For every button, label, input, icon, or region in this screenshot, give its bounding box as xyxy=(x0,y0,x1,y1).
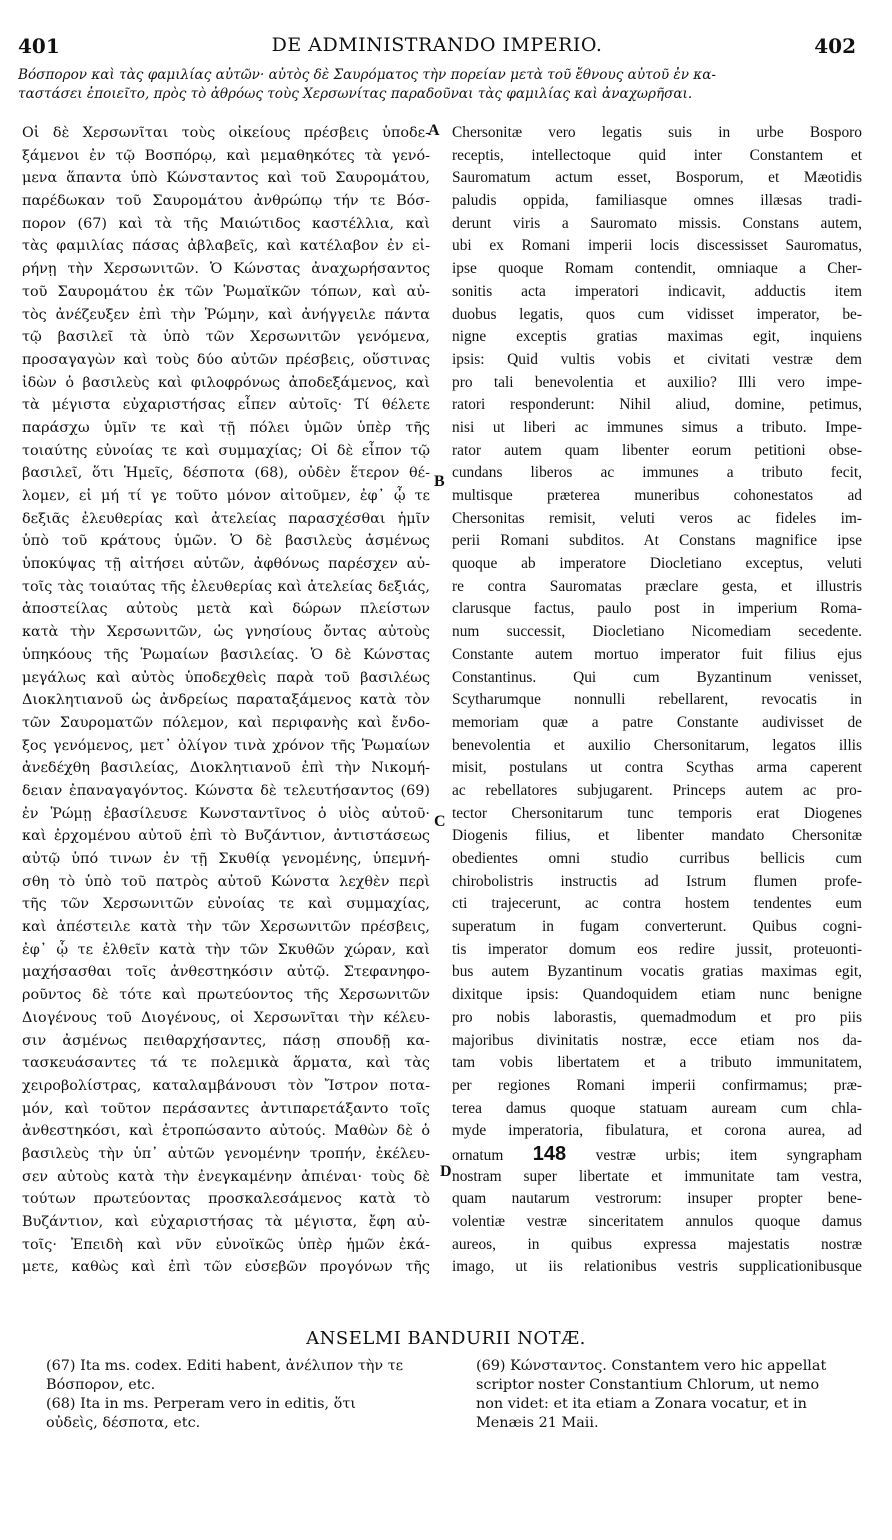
greek-text-line: ρήνῃ τὴν Χερσωνιτῶν. Ὁ Κώνστας ἀναχωρήσαντος xyxy=(22,261,430,278)
note-line: (67) Ita ms. codex. Editi habent, ἀνέλιπον τὴν τε xyxy=(46,1358,404,1374)
greek-text-line: σθη τὸ ὑπὸ τοῦ πατρὸς αὐτοῦ Κώνστα λεχθὲν περὶ xyxy=(22,873,430,890)
greek-text-line: παράσχω ὑμῖν τε καὶ τῇ πόλει ὑμῶν ὑπὲρ τῆς xyxy=(22,419,430,436)
greek-text-line: καὶ ἐρχομένου αὐτοῦ ἐπὶ τὸ Βυζάντιον, ἀντιστάσεως xyxy=(22,828,430,845)
latin-text-line: majoribus divinitatis nostræ, ecce etiam nos da- xyxy=(452,1031,862,1049)
greek-text-line: τὰς φαμιλίας πάσας ἀβλαβεῖς, καὶ κατέλαβον ἐν εἰ- xyxy=(22,238,430,255)
latin-text-line: volentiæ vestræ sinceritatem annulos quoque damus xyxy=(452,1213,862,1230)
latin-text-line: quam nautarum vestrorum: insuper propter bene- xyxy=(452,1190,862,1208)
section-marker-c: C xyxy=(434,813,446,830)
latin-text-line: tis imperator domum eos redire jussit, proteuonti- xyxy=(452,940,862,958)
latin-text-line: tam vobis libertatem et a tributo immunitatem, xyxy=(452,1054,862,1072)
greek-text-line: δειαν ἐπαναγαγόντος. Κώνστα δὲ τελευτήσαντος (69) xyxy=(22,782,430,799)
greek-text-line: ἀνθεστηκόσι, καὶ ἐτροπώσαντο αὐτούς. Μαθὼν δὲ ὁ xyxy=(22,1123,430,1140)
greek-text-line: ἐν Ῥώμῃ ἐβασίλευσε Κωνσταντῖνος ὁ υἱὸς αὐτοῦ· xyxy=(22,805,430,822)
note-line: non videt: et ita etiam a Zonara vocatur, et in xyxy=(476,1396,807,1412)
greek-text-line: ξάμενοι ἐν τῷ Βοσπόρῳ, καὶ μεμαθηκότες τὰ γενό- xyxy=(22,147,430,164)
section-marker-b: B xyxy=(434,473,445,490)
latin-text-line: re contra Sauromatas præclare gesta, et illustris xyxy=(452,577,862,595)
notes-heading: ANSELMI BANDURII NOTÆ. xyxy=(306,1328,586,1349)
greek-text-line: σιν ἀσμένως πειθαρχήσαντες, πάσῃ σπουδῇ κα- xyxy=(22,1032,430,1049)
latin-text-line: Chersonitæ vero legatis suis in urbe Bosporo xyxy=(452,124,862,141)
latin-text-line: memoriam quæ a patre Constante audivisset de xyxy=(452,713,862,731)
original-page-number: 148 xyxy=(532,1142,567,1165)
greek-text-line: παρέδωκαν τοῦ Σαυρομάτου ἀνθρώπῳ τήν τε Βόσ- xyxy=(22,193,430,210)
latin-text-line: pro nobis laborastis, quemadmodum et pro piis xyxy=(452,1008,862,1026)
latin-text-line: bus autem Byzantinum vocatis gratias maximas egit, xyxy=(452,963,862,981)
greek-text-line: τασκευάσαντες τά τε πολεμικὰ ἅρματα, καὶ τὰς xyxy=(22,1055,430,1072)
latin-text-line: nigne exceptis gratias maximas egit, inquiens xyxy=(452,328,862,346)
section-marker-d: D xyxy=(440,1163,452,1180)
latin-text-line: per regiones Romani imperii confirmamus; præ- xyxy=(452,1076,862,1094)
greek-text-line: ἀνεδέχθη βασιλείας, Διοκλητιανοῦ ἐπὶ τὴν Νικομή- xyxy=(22,760,430,777)
intro-paragraph xyxy=(18,66,856,104)
greek-text-line: Οἱ δὲ Χερσωνῖται τοὺς οἰκείους πρέσβεις ὑποδε- xyxy=(22,125,430,141)
latin-text-line: paludis oppida, familiasque omnes illæsas tradi- xyxy=(452,192,862,210)
latin-text-line: Chersonitas remisit, veluti veros ac fideles im- xyxy=(452,509,862,527)
latin-text-line: imago, ut iis relationibus vestris supplicationibusque xyxy=(452,1258,862,1276)
latin-line-prefix: ornatum xyxy=(452,1146,533,1164)
greek-text-line: κατὰ τὴν Χερσωνιτῶν, ὡς γνησίους ὄντας αὐτοὺς xyxy=(22,624,430,641)
greek-text-line: μόν, καὶ τοῦτον περάσαντες ἀντιπαρετάξαντο τοῖς xyxy=(22,1100,430,1117)
intro-line: Βόσπορον καὶ τὰς φαμιλίας αὐτῶν· αὐτὸς δὲ Σαυρόματος τὴν πορείαν μετὰ τοῦ ἔθνους αὐτοῦ ἐν κα- xyxy=(18,67,716,83)
latin-text-line: Constante autem mortuo imperator fuit filius ejus xyxy=(452,645,862,663)
notes-right-column xyxy=(476,1357,866,1433)
latin-text-line: obedientes omni studio curribus bellicis cum xyxy=(452,850,862,867)
latin-text-line: dixitque ipsis: Quandoquidem etiam nunc benigne xyxy=(452,986,862,1004)
latin-text-column xyxy=(452,122,862,1279)
latin-text-line: chirobolistris instructis ad Istrum flumen profe- xyxy=(452,872,862,890)
greek-text-line: τοιαύτης εὐνοίας τε καὶ συμμαχίας; Οἱ δὲ εἶπον τῷ xyxy=(22,442,430,459)
greek-text-line: αὐτῷ ὑπό τινων ἐν τῇ Σκυθίᾳ γενομένης, ὑπεμνή- xyxy=(22,851,430,867)
greek-text-line: βασιλεὺς τὴν ὑπ᾽ αὐτῶν γενομένην τροπήν, ἐκέλευ- xyxy=(22,1145,430,1162)
greek-text-line: τοῖς τὰς τοιαύτας τῆς ἐλευθερίας καὶ ἀτελείας δεξιάς, xyxy=(22,578,430,595)
latin-text-line: quoque ab imperatore Diocletiano exceptus, veluti xyxy=(452,555,862,573)
latin-text-line: Diogenis filius, et libenter mandato Chersonitæ xyxy=(452,827,862,845)
greek-text-line: Διογένους τοῦ Διογένους, οἱ Χερσωνῖται τὴν κέλευ- xyxy=(22,1009,430,1026)
latin-text-line: misit, postulans ut contra Scythas arma caperent xyxy=(452,759,862,777)
latin-text-line: duobus legatis, quos cum vidisset imperator, be- xyxy=(452,305,862,323)
latin-text-line: Sauromatum actum esset, Bosporum, et Mæotidis xyxy=(452,169,862,187)
greek-text-line: προσαγαγὼν καὶ τοὺς δύο αὐτῶν πρέσβεις, οὕστινας xyxy=(22,351,430,368)
greek-text-line: μαχήσασθαι τοῖς ἀνθεστηκόσιν αὐτῷ. Στεφανηφο- xyxy=(22,964,430,981)
notes-left-column xyxy=(46,1357,446,1433)
greek-text-line: τῷ βασιλεῖ τὰ ὑπὸ τῶν Χερσωνιτῶν γενόμενα, xyxy=(22,329,430,346)
greek-text-line: χειροβολίστρας, καταλαμβάνουσι τὸν Ἴστρον ποτα- xyxy=(22,1077,430,1094)
greek-text-line: τοῦ Σαυρομάτου ἐκ τῶν Ῥωμαϊκῶν τόπων, καὶ αὐ- xyxy=(22,283,430,300)
greek-text-line: τὰ μέγιστα εὐχαριστήσας εἶπεν αὐτοῖς· Τί θέλετε xyxy=(22,397,430,414)
greek-text-line: δεξιᾶς ἐλευθερίας καὶ ἀτελείας παρασχέσθαι ἡμῖν xyxy=(22,510,430,527)
greek-text-line: μεγάλως καὶ αὐτὸς ὑποδεχθεὶς παρὰ τοῦ βασιλέως xyxy=(22,669,430,686)
greek-text-line: ἀποστείλας αὐτοὺς μετὰ καὶ δώρων πλείστων xyxy=(22,601,430,618)
greek-text-line: τοῖς· Ἐπειδὴ καὶ νῦν εὐνοϊκῶς ὑπὲρ ἡμῶν ἐκά- xyxy=(22,1236,430,1253)
greek-text-line: μενα ἅπαντα ὑπὸ Κώνσταντος καὶ τοῦ Σαυρομάτου, xyxy=(22,170,430,187)
greek-text-line: σεν αὐτοὺς κατὰ τὴν ἐνεγκαμένην ἀπιέναι· τοὺς δὲ xyxy=(22,1168,430,1185)
greek-text-line: τῶν Σαυροματῶν πόλεμον, καὶ περιφανὴς καὶ ἔνδο- xyxy=(22,714,430,731)
page-number-left: 401 xyxy=(18,34,60,58)
latin-text-line: ubi ex Romani imperii locis discessisset Sauromatus, xyxy=(452,237,862,255)
greek-text-line: βασιλεῖ, ὅτι Ἡμεῖς, δέσποτα (68), οὐδὲν ἕτερον θέ- xyxy=(22,465,430,482)
greek-text-line: λομεν, εἰ μή τί γε τοῦτο μόνον αἰτοῦμεν, ἐφ᾽ ᾧ τε xyxy=(22,488,430,504)
note-line: Βόσπορον, etc. xyxy=(46,1377,156,1393)
greek-text-column xyxy=(22,122,430,1279)
latin-text-line: ratori responderunt: Nihil aliud, domine, petimus, xyxy=(452,396,862,414)
greek-text-line: ὑποκύψας τῇ αἰτήσει αὐτῶν, ἀφθόνως παρέσχεν αὐ- xyxy=(22,556,430,573)
latin-text-line: derunt viris a Sauromato missis. Constans autem, xyxy=(452,214,862,232)
latin-text-line-numbered xyxy=(452,1143,862,1166)
latin-text-line: nisi ut liberi ac immunes simus a tributo. Impe- xyxy=(452,418,862,436)
greek-text-line: ὑπηκόους τῆς Ῥωμαίων βασιλείας. Ὁ δὲ Κώνστας xyxy=(22,646,430,663)
greek-text-line: Βυζάντιον, καὶ εὐχαριστήσας τὰ μέγιστα, ἔφη αὐ- xyxy=(22,1214,430,1230)
greek-text-line: ξος γενόμενος, μετ᾽ ὀλίγον τινὰ χρόνον τῆς Ῥωμαίων xyxy=(22,737,430,754)
greek-text-line: τῆς τῶν Χερσωνιτῶν εὐνοίας τε καὶ συμμαχίας, xyxy=(22,896,430,913)
greek-text-line: Διοκλητιανοῦ ὡς ἀνδρείως παραταξάμενος κατὰ τὸν xyxy=(22,692,430,709)
page-header xyxy=(18,34,856,60)
page-number-right: 402 xyxy=(814,34,856,58)
note-line: οὐδεὶς, δέσποτα, etc. xyxy=(46,1415,201,1431)
latin-text-line: Constantinus. Qui cum Byzantinum venisset, xyxy=(452,668,862,686)
latin-text-line: superatum in fugam converterunt. Quibus cogni- xyxy=(452,918,862,936)
latin-text-line: perii Romani subditos. At Constans magnifice ipse xyxy=(452,532,862,550)
latin-text-line: clarusque factus, paulo post in imperium Roma- xyxy=(452,600,862,618)
intro-line: ταστάσει ἐποιεῖτο, πρὸς τὸ ἀθρόως τοὺς Χερσωνίτας παραδοῦναι τὰς φαμιλίας καὶ ἀναχωρῆσαι. xyxy=(18,86,693,102)
latin-text-line: multisque præterea muneribus cohonestatos ad xyxy=(452,487,862,504)
latin-text-line: sonitis acta imperatori indicavit, adductis item xyxy=(452,282,862,300)
note-line: Menæis 21 Maii. xyxy=(476,1415,599,1431)
latin-text-line: terea damus quoque statuam auream cum chla- xyxy=(452,1099,862,1117)
note-line: scriptor noster Constantium Chlorum, ut nemo xyxy=(476,1377,820,1393)
latin-text-line: num successit, Diocletiano Nicomediam secedente. xyxy=(452,623,862,641)
section-marker-a: A xyxy=(428,122,440,139)
greek-text-line: ροῦντος δὲ τότε καὶ πρωτεύοντος τῆς Χερσωνιτῶν xyxy=(22,987,430,1004)
greek-text-line: πορον (67) καὶ τὰ τῆς Μαιώτιδος καστέλλια, καὶ xyxy=(22,215,430,232)
latin-text-line: aureos, in quibus expressa majestatis nostræ xyxy=(452,1235,862,1253)
latin-text-line: receptis, intellectoque quid inter Constantem et xyxy=(452,146,862,164)
greek-text-line: καὶ ἀπέστειλε κατὰ τὴν τῶν Χερσωνιτῶν πρέσβεις, xyxy=(22,919,430,936)
latin-text-line: ipsis: Quid vultis vobis et civitati vestræ dem xyxy=(452,350,862,368)
greek-text-line: τούτων πρωτεύοντας προσκαλεσάμενος κατὰ τὸ xyxy=(22,1191,430,1208)
note-line: (69) Κώνσταντος. Constantem vero hic appellat xyxy=(476,1358,827,1374)
running-title: DE ADMINISTRANDO IMPERIO. xyxy=(271,34,603,56)
latin-text-line: tector Chersonitarum tunc temporis erat Diogenes xyxy=(452,804,862,822)
latin-text-line: myde imperatoria, fibulatura, et corona aurea, ad xyxy=(452,1122,862,1140)
greek-text-line: ἐφ᾽ ᾧ τε ἐλθεῖν κατὰ τὴν τῶν Σκυθῶν χώραν, καὶ xyxy=(22,941,430,958)
greek-text-line: ἰδὼν ὁ βασιλεὺς καὶ φιλοφρόνως ἀποδεξάμενος, καὶ xyxy=(22,374,430,391)
latin-text-line: ac rebellatores subjugarent. Princeps autem ac pro- xyxy=(452,781,862,799)
greek-text-line: τὸς ἀνέζευξεν ἐπὶ τὴν Ῥώμην, καὶ ἀνήγγειλε πάντα xyxy=(22,306,430,323)
latin-text-line: pro tali benevolentia et auxilio? Illi vero impe- xyxy=(452,373,862,391)
latin-text-line: cundans liberos ac immunes a tributo fecit, xyxy=(452,464,862,482)
latin-text-line: nostram super libertate et immunitate tam vestra, xyxy=(452,1167,862,1185)
latin-text-line: Scytharumque nonnulli rebellarent, revocatis in xyxy=(452,691,862,709)
latin-text-line: benevolentia et auxilio Chersonitarum, legatos illis xyxy=(452,736,862,754)
latin-text-line: rator autem quam libenter eorum petitioni obse- xyxy=(452,441,862,459)
greek-text-line: ὑπὸ τοῦ κράτους ὑμῶν. Ὁ δὲ βασιλεὺς ἀσμένως xyxy=(22,533,430,550)
latin-text-line: ipse quoque Romam contendit, omniaque a Cher- xyxy=(452,260,862,278)
latin-line-suffix: vestræ urbis; item syngrapham xyxy=(566,1146,862,1164)
note-line: (68) Ita in ms. Perperam vero in editis, ὅτι xyxy=(46,1396,356,1412)
latin-text-line: cti trajecerunt, ac contra hostem tendentes eum xyxy=(452,895,862,913)
greek-text-line: μετε, καθὼς καὶ ἐπὶ τῶν εὐσεβῶν προγόνων τῆς xyxy=(22,1259,430,1276)
